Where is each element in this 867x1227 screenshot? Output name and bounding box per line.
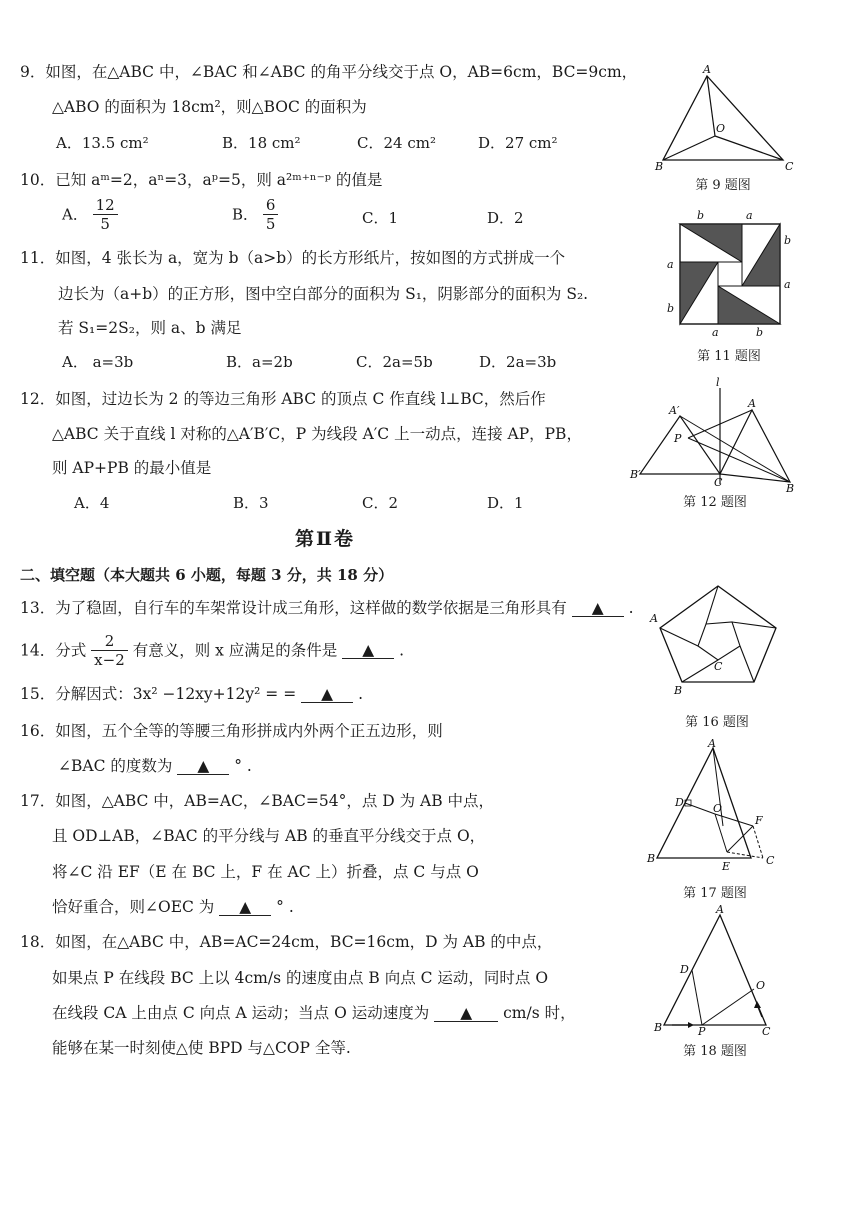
q17-caption: 第 17 题图 <box>683 886 747 901</box>
q12-label-b-prime: B′ <box>630 468 641 481</box>
q17-line2: 且 OD⊥AB，∠BAC 的平分线与 AB 的垂直平分线交于点 O， <box>52 827 486 845</box>
q17-line1: 17．如图，△ABC 中，AB=AC，∠BAC=54°，点 D 为 AB 中点， <box>20 792 495 810</box>
q10-option-b <box>232 196 278 233</box>
q9-label-b: B <box>655 160 664 173</box>
q14-post: 有意义，则 x 应满足的条件是 <box>132 641 338 660</box>
q12-label-c: C <box>714 476 723 489</box>
q11-label-top-b: b <box>697 209 705 222</box>
q11-label-right-a: a <box>784 278 791 291</box>
q10-option-b-fraction <box>263 196 279 233</box>
q9-option-d: D．27 cm² <box>478 134 558 152</box>
q12-figure <box>628 376 798 495</box>
q11-label-left-b: b <box>667 302 675 315</box>
q11-option-d: D．2a=3b <box>479 353 557 371</box>
q10-option-d: D．2 <box>487 209 524 227</box>
part2-heading: 第Ⅱ卷 <box>295 528 356 550</box>
q11-figure <box>660 208 800 340</box>
q18-line4: 能够在某一时刻使△使 BPD 与△COP 全等. <box>52 1039 351 1057</box>
q17-label-e: E <box>722 860 731 873</box>
q13-text: 13．为了稳固，自行车的车架常设计成三角形，这样做的数学依据是三角形具有 <box>20 599 567 617</box>
q18-label-b: B <box>654 1021 663 1034</box>
q12-label-a: A <box>748 397 756 410</box>
q16-label-a: A <box>650 612 658 625</box>
q18-blank: ▲ <box>434 1005 498 1022</box>
q16-line1: 16．如图，五个全等的等腰三角形拼成内外两个正五边形，则 <box>20 722 443 740</box>
q18-label-a: A <box>716 903 724 916</box>
q10-option-b-label: B． <box>232 205 259 224</box>
q14-line <box>20 632 404 669</box>
q9-option-a: A．13.5 cm² <box>56 134 149 152</box>
q12-label-b: B <box>786 482 795 495</box>
q12-line2: △ABC 关于直线 l 对称的△A′B′C，P 为线段 A′C 上一动点，连接 AP，PB， <box>52 425 582 443</box>
q18-line3-wrap <box>52 1003 576 1023</box>
q11-option-a: A． a=3b <box>62 353 134 371</box>
q11-label-top-a: a <box>746 209 753 222</box>
q12-option-a: A．4 <box>74 494 110 512</box>
q10-option-b-denominator: 5 <box>265 215 276 233</box>
q9-label-a: A <box>703 63 711 76</box>
q11-line2: 边长为（a+b）的正方形，图中空白部分的面积为 S₁，阴影部分的面积为 S₂. <box>58 285 589 303</box>
q10-option-b-numerator: 6 <box>263 196 279 215</box>
q12-option-c: C．2 <box>362 494 399 512</box>
q18-line2: 如果点 P 在线段 BC 上以 4cm/s 的速度由点 B 向点 C 运动，同时点 O <box>52 969 549 987</box>
q12-label-a-prime: A′ <box>669 404 680 417</box>
q14-fraction <box>91 632 128 669</box>
q17-label-a: A <box>708 737 716 750</box>
q9-line2: △ABO 的面积为 18cm²，则△BOC 的面积为 <box>52 98 367 116</box>
q12-label-p: P <box>674 432 682 445</box>
q18-line3-end: cm/s 时， <box>503 1004 576 1022</box>
q16-label-c: C <box>714 660 723 673</box>
q14-numerator: 2 <box>91 632 128 651</box>
q11-caption: 第 11 题图 <box>697 349 761 364</box>
q16-line2-wrap <box>58 756 252 776</box>
q16-line2: ∠BAC 的度数为 <box>58 757 173 775</box>
q14-denominator: x−2 <box>94 651 125 669</box>
q17-label-d: D <box>675 796 684 809</box>
q14-end: . <box>399 641 405 660</box>
q18-line3: 在线段 CA 上由点 C 向点 A 运动；当点 O 运动速度为 <box>52 1004 430 1022</box>
q18-caption: 第 18 题图 <box>683 1044 747 1059</box>
q9-figure <box>655 63 795 176</box>
q15-line <box>20 684 363 704</box>
q9-option-b: B．18 cm² <box>222 134 301 152</box>
q9-option-c: C．24 cm² <box>357 134 436 152</box>
q17-label-o: O <box>713 802 723 815</box>
q9-label-c: C <box>785 160 794 173</box>
q17-label-f: F <box>755 814 763 827</box>
q15-text: 15．分解因式：3x² −12xy+12y² = = <box>20 685 297 703</box>
q15-blank: ▲ <box>301 686 353 703</box>
q18-label-d: D <box>680 963 689 976</box>
q13-line <box>20 598 634 618</box>
q13-blank: ▲ <box>572 600 624 617</box>
section2-title: 二、填空题（本大题共 6 小题，每题 3 分，共 18 分） <box>20 566 394 584</box>
q12-option-d: D．1 <box>487 494 524 512</box>
q16-caption: 第 16 题图 <box>685 715 749 730</box>
q12-line3: 则 AP+PB 的最小值是 <box>52 459 212 477</box>
q17-blank: ▲ <box>219 899 271 916</box>
q9-line1: 9．如图，在△ABC 中，∠BAC 和∠ABC 的角平分线交于点 O，AB=6cm，BC=9cm， <box>20 63 638 81</box>
q17-line4-wrap <box>52 897 294 917</box>
q12-option-b: B．3 <box>233 494 269 512</box>
q11-label-bottom-a: a <box>712 326 719 339</box>
q16-blank: ▲ <box>177 758 229 775</box>
q11-label-right-b: b <box>784 234 792 247</box>
q11-option-b: B．a=2b <box>226 353 293 371</box>
q9-caption: 第 9 题图 <box>695 178 751 193</box>
q10-option-a-denominator: 5 <box>100 215 110 233</box>
q17-line3: 将∠C 沿 EF（E 在 BC 上，F 在 AC 上）折叠，点 C 与点 O <box>52 863 479 881</box>
q16-label-b: B <box>674 684 683 697</box>
q10-option-a <box>62 196 118 233</box>
q14-blank: ▲ <box>342 642 394 659</box>
q17-label-b: B <box>647 852 656 865</box>
q18-label-p: P <box>698 1025 706 1038</box>
q17-figure <box>645 737 795 875</box>
q10-line1: 10．已知 aᵐ=2，aⁿ=3，aᵖ=5，则 a²ᵐ⁺ⁿ⁻ᵖ 的值是 <box>20 171 383 189</box>
q16-end: ° . <box>234 757 252 775</box>
q10-option-c: C．1 <box>362 209 399 227</box>
q18-label-c: C <box>762 1025 771 1038</box>
q12-label-l: l <box>716 376 720 389</box>
q11-option-c: C．2a=5b <box>356 353 433 371</box>
q10-option-a-fraction <box>93 196 118 233</box>
q15-end: . <box>358 685 363 703</box>
q14-pre: 14．分式 <box>20 641 87 660</box>
q10-option-a-label: A． <box>62 205 88 224</box>
q13-end: . <box>628 599 634 617</box>
q18-figure <box>650 903 785 1038</box>
q9-label-o: O <box>716 122 726 135</box>
q11-line3: 若 S₁=2S₂，则 a、b 满足 <box>58 319 242 337</box>
q17-label-c: C <box>766 854 775 867</box>
q10-option-a-numerator: 12 <box>93 196 118 215</box>
q11-line1: 11．如图，4 张长为 a，宽为 b（a>b）的长方形纸片，按如图的方式拼成一个 <box>20 249 566 267</box>
q11-label-left-a: a <box>667 258 674 271</box>
q18-line1: 18．如图，在△ABC 中，AB=AC=24cm，BC=16cm，D 为 AB 的中点， <box>20 933 553 951</box>
q17-line4: 恰好重合，则∠OEC 为 <box>52 898 215 916</box>
q11-label-bottom-b: b <box>756 326 764 339</box>
q12-caption: 第 12 题图 <box>683 495 747 510</box>
q18-label-o: O <box>756 979 766 992</box>
q12-line1: 12．如图，过边长为 2 的等边三角形 ABC 的顶点 C 作直线 l⊥BC，然后作 <box>20 390 546 408</box>
q16-figure <box>648 578 788 708</box>
q17-end: ° . <box>276 898 294 916</box>
